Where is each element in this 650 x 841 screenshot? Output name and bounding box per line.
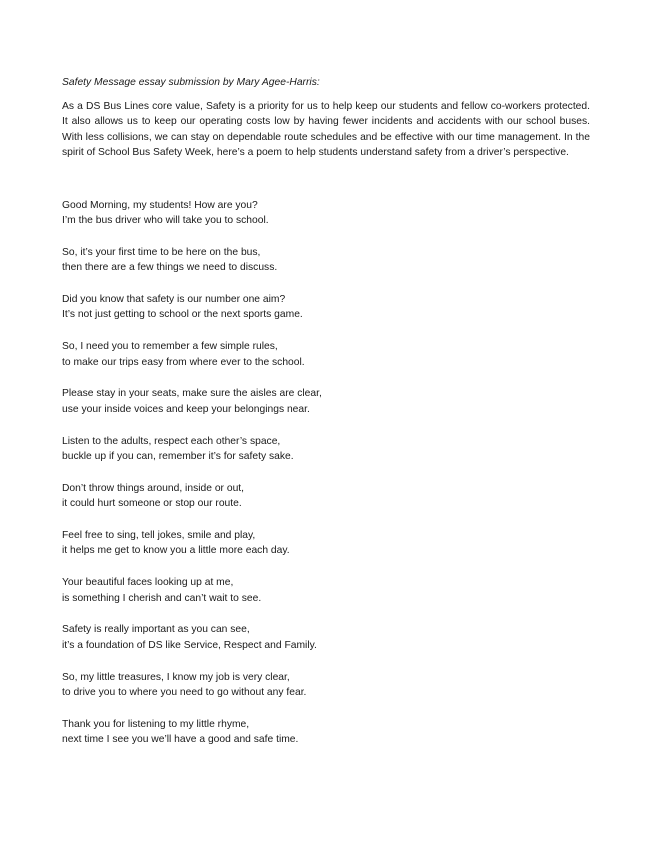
poem-line: Please stay in your seats, make sure the aisles are clear, [62,388,322,400]
poem-line: then there are a few things we need to discuss. [62,262,278,274]
poem-line: Thank you for listening to my little rhyme, [62,718,250,730]
poem-line: it could hurt someone or stop our route. [62,498,242,510]
poem-stanza [62,528,590,559]
poem-stanza [62,575,590,606]
poem-stanza [62,481,590,512]
poem-line: use your inside voices and keep your belongings near. [62,403,310,415]
poem-stanza [62,339,590,370]
poem-line: it’s a foundation of DS like Service, Respect and Family. [62,639,317,651]
poem-line: I’m the bus driver who will take you to school. [62,215,269,227]
poem-line: next time I see you we’ll have a good and safe time. [62,734,299,746]
poem-line: Your beautiful faces looking up at me, [62,577,234,589]
document-page [62,76,590,764]
poem-line: it helps me get to know you a little more each day. [62,545,290,557]
poem-stanza [62,292,590,323]
poem-line: Listen to the adults, respect each other’s space, [62,435,281,447]
poem-line: Don’t throw things around, inside or out, [62,482,245,494]
poem-stanza [62,386,590,417]
poem-line: So, my little treasures, I know my job is very clear, [62,671,290,683]
poem-stanza [62,245,590,276]
poem-stanza [62,717,590,748]
document-title: Safety Message essay submission by Mary Agee-Harris: [62,77,320,88]
poem [62,198,590,748]
poem-line: So, I need you to remember a few simple rules, [62,341,278,353]
poem-line: Did you know that safety is our number one aim? [62,294,286,306]
poem-line: is something I cherish and can’t wait to see. [62,592,262,604]
poem-line: to drive you to where you need to go without any fear. [62,687,307,699]
poem-line: Good Morning, my students! How are you? [62,199,258,211]
poem-stanza [62,198,590,229]
poem-line: Feel free to sing, tell jokes, smile and play, [62,530,256,542]
intro-paragraph: As a DS Bus Lines core value, Safety is a priority for us to help keep our students and fellow co-workers protected. It also allows us to keep our operating costs low by having fewer incidents and accidents with our school buses. With less collisions, we can stay on dependable route schedules and be effective with our time management. In the spirit of School Bus Safety Week, here’s a poem to help students understand safety from a driver’s perspective. [62,101,590,159]
poem-line: to make our trips easy from where ever to the school. [62,356,305,368]
poem-line: buckle up if you can, remember it’s for safety sake. [62,451,294,463]
poem-line: So, it’s your first time to be here on the bus, [62,246,261,258]
poem-line: It’s not just getting to school or the next sports game. [62,309,303,321]
poem-line: Safety is really important as you can see, [62,624,250,636]
poem-stanza [62,434,590,465]
poem-stanza [62,622,590,653]
poem-stanza [62,670,590,701]
